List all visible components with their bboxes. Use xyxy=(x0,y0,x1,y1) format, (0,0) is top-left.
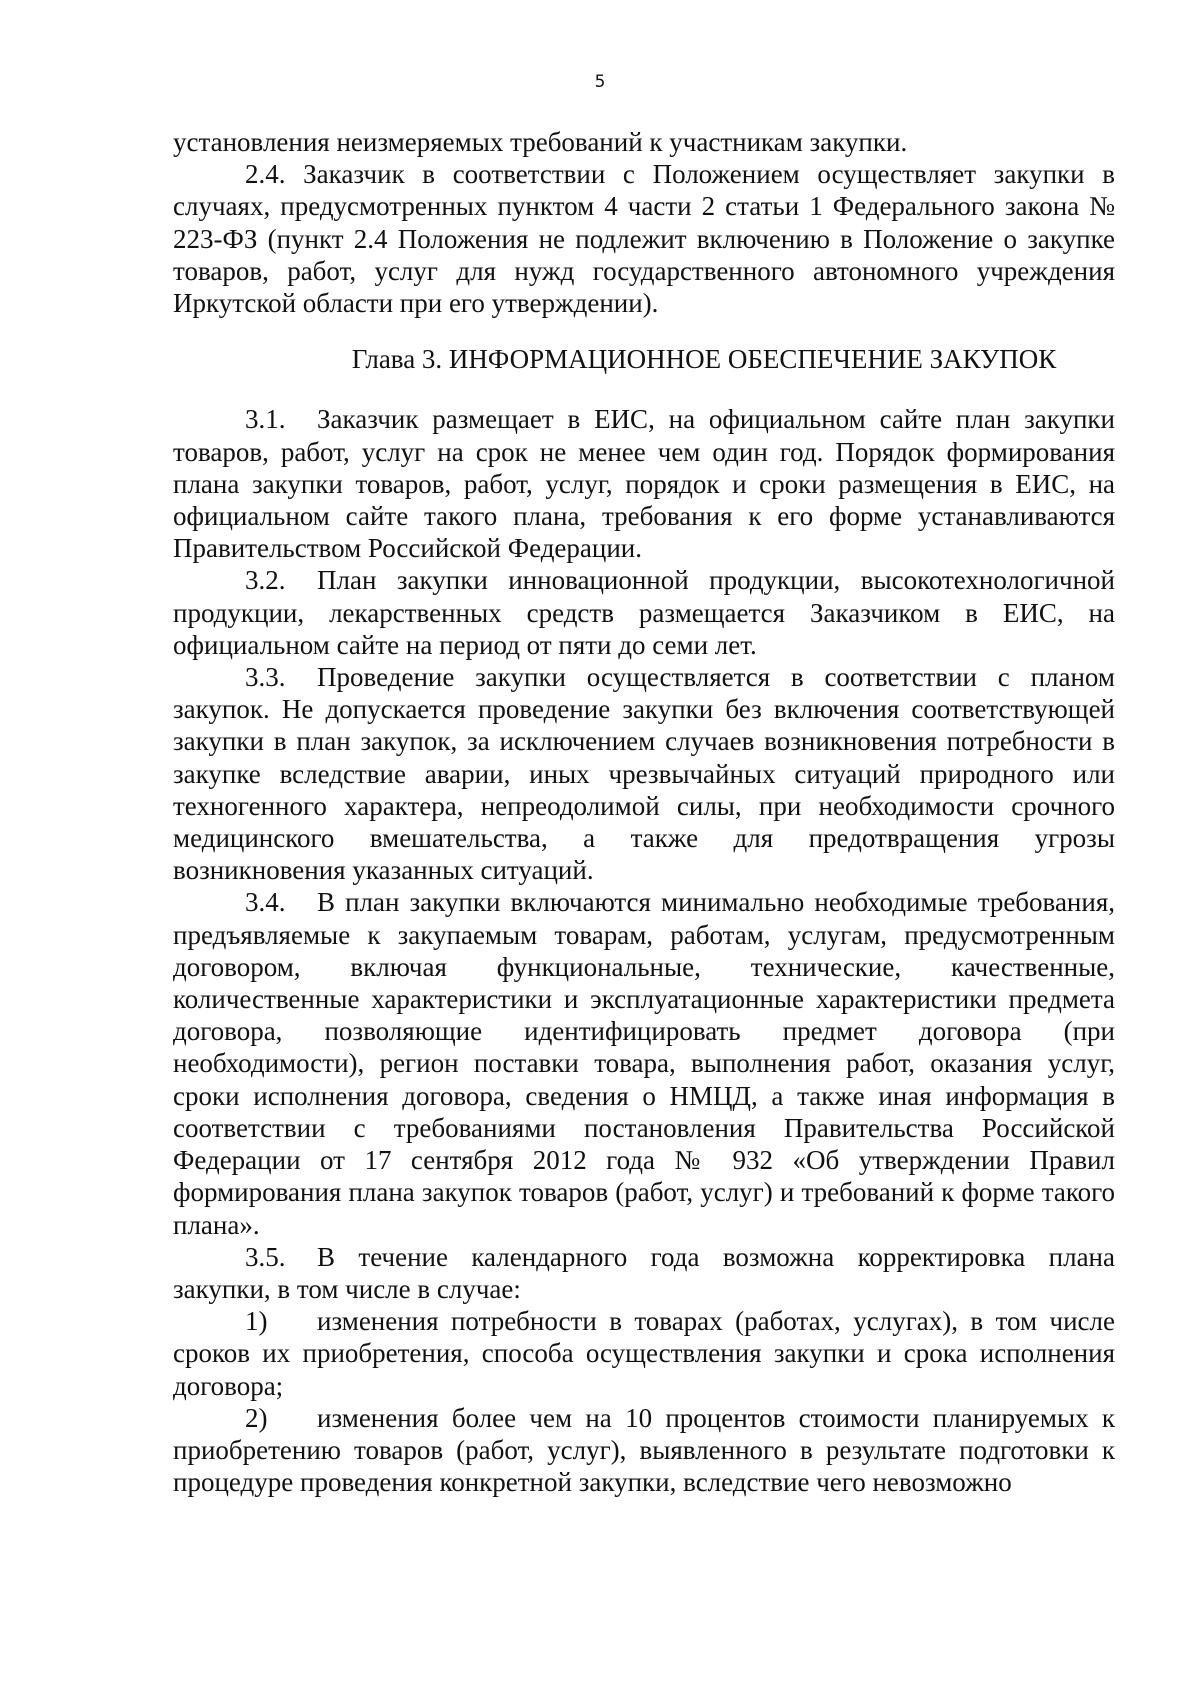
paragraph-3-2 xyxy=(173,564,1115,661)
clause-text: План закупки инновационной продукции, высокотехнологичной продукции, лекарственных средств размещается Заказчиком в ЕИС, на официальном сайте на период от пяти до семи лет. xyxy=(173,565,1115,660)
clause-number: 3.1. xyxy=(245,404,286,435)
clause-number: 3.3. xyxy=(245,662,286,693)
paragraph-continuation: установления неизмеряемых требований к участникам закупки. xyxy=(173,127,908,157)
list-text: изменения потребности в товарах (работах, услугах), в том числе сроков их приобретения, способа осуществления закупки и срока исполнения договора; xyxy=(173,1306,1115,1401)
clause-text: Заказчик размещает в ЕИС, на официальном сайте план закупки товаров, работ, услуг на срок не менее чем один год. Порядок формирования плана закупки товаров, работ, услуг, порядок и сроки размещения в ЕИС, на официальном сайте такого плана, требования к его форме устанавливаются Правительством Российской Федерации. xyxy=(173,404,1115,564)
list-number: 2) xyxy=(245,1402,268,1433)
list-item-2 xyxy=(173,1402,1115,1499)
document-body xyxy=(173,126,1115,1498)
paragraph-3-4 xyxy=(173,886,1115,1240)
clause-text: В план закупки включаются минимально необходимые требования, предъявляемые к закупаемым товарам, работам, услугам, предусмотренным договором, включая функциональные, технические, качественные, количественные характеристики и эксплуатационные характеристики предмета договора, позволяющие идентифицировать предмет договора (при необходимости), регион поставки товара, выполнения работ, оказания услуг, сроки исполнения договора, сведения о НМЦД, а также иная информация в соответствии с требованиями постановления Правительства Российской Федерации от 17 сентября 2012 года № 932 «Об утверждении Правил формирования плана закупок товаров (работ, услуг) и требований к форме такого плана». xyxy=(173,887,1115,1240)
paragraph-2-4: 2.4. Заказчик в соответствии с Положением осуществляет закупки в случаях, предусмотренных пунктом 4 части 2 статьи 1 Федерального закона № 223-ФЗ (пункт 2.4 Положения не подлежит включению в Положение о закупке товаров, работ, услуг для нужд государственного автономного учреждения Иркутской области при его утверждении). xyxy=(173,159,1115,319)
list-item-1 xyxy=(173,1305,1115,1402)
paragraph-3-1 xyxy=(173,403,1115,564)
paragraph-3-3 xyxy=(173,661,1115,886)
clause-number: 3.2. xyxy=(245,565,286,596)
clause-number: 3.5. xyxy=(245,1241,286,1272)
chapter-heading: Глава 3. ИНФОРМАЦИОННОЕ ОБЕСПЕЧЕНИЕ ЗАКУПОК xyxy=(351,344,1057,375)
clause-number: 3.4. xyxy=(245,887,286,918)
clause-text: Проведение закупки осуществляется в соответствии с планом закупок. Не допускается проведение закупки без включения соответствующей закупки в план закупок, за исключением случаев возникновения потребности в закупке вследствие аварии, иных чрезвычайных ситуаций природного или техногенного характера, непреодолимой силы, при необходимости срочного медицинского вмешательства, а также для предотвращения угрозы возникновения указанных ситуаций. xyxy=(173,662,1115,886)
clause-text: В течение календарного года возможна корректировка плана закупки, в том числе в случае: xyxy=(173,1241,1115,1304)
list-number: 1) xyxy=(245,1306,268,1337)
list-text: изменения более чем на 10 процентов стоимости планируемых к приобретению товаров (работ, услуг), выявленного в результате подготовки к процедуре проведения конкретной закупки, вследствие чего невозможно xyxy=(173,1402,1115,1498)
page-number: 5 xyxy=(594,72,606,92)
paragraph-3-5 xyxy=(173,1241,1115,1305)
